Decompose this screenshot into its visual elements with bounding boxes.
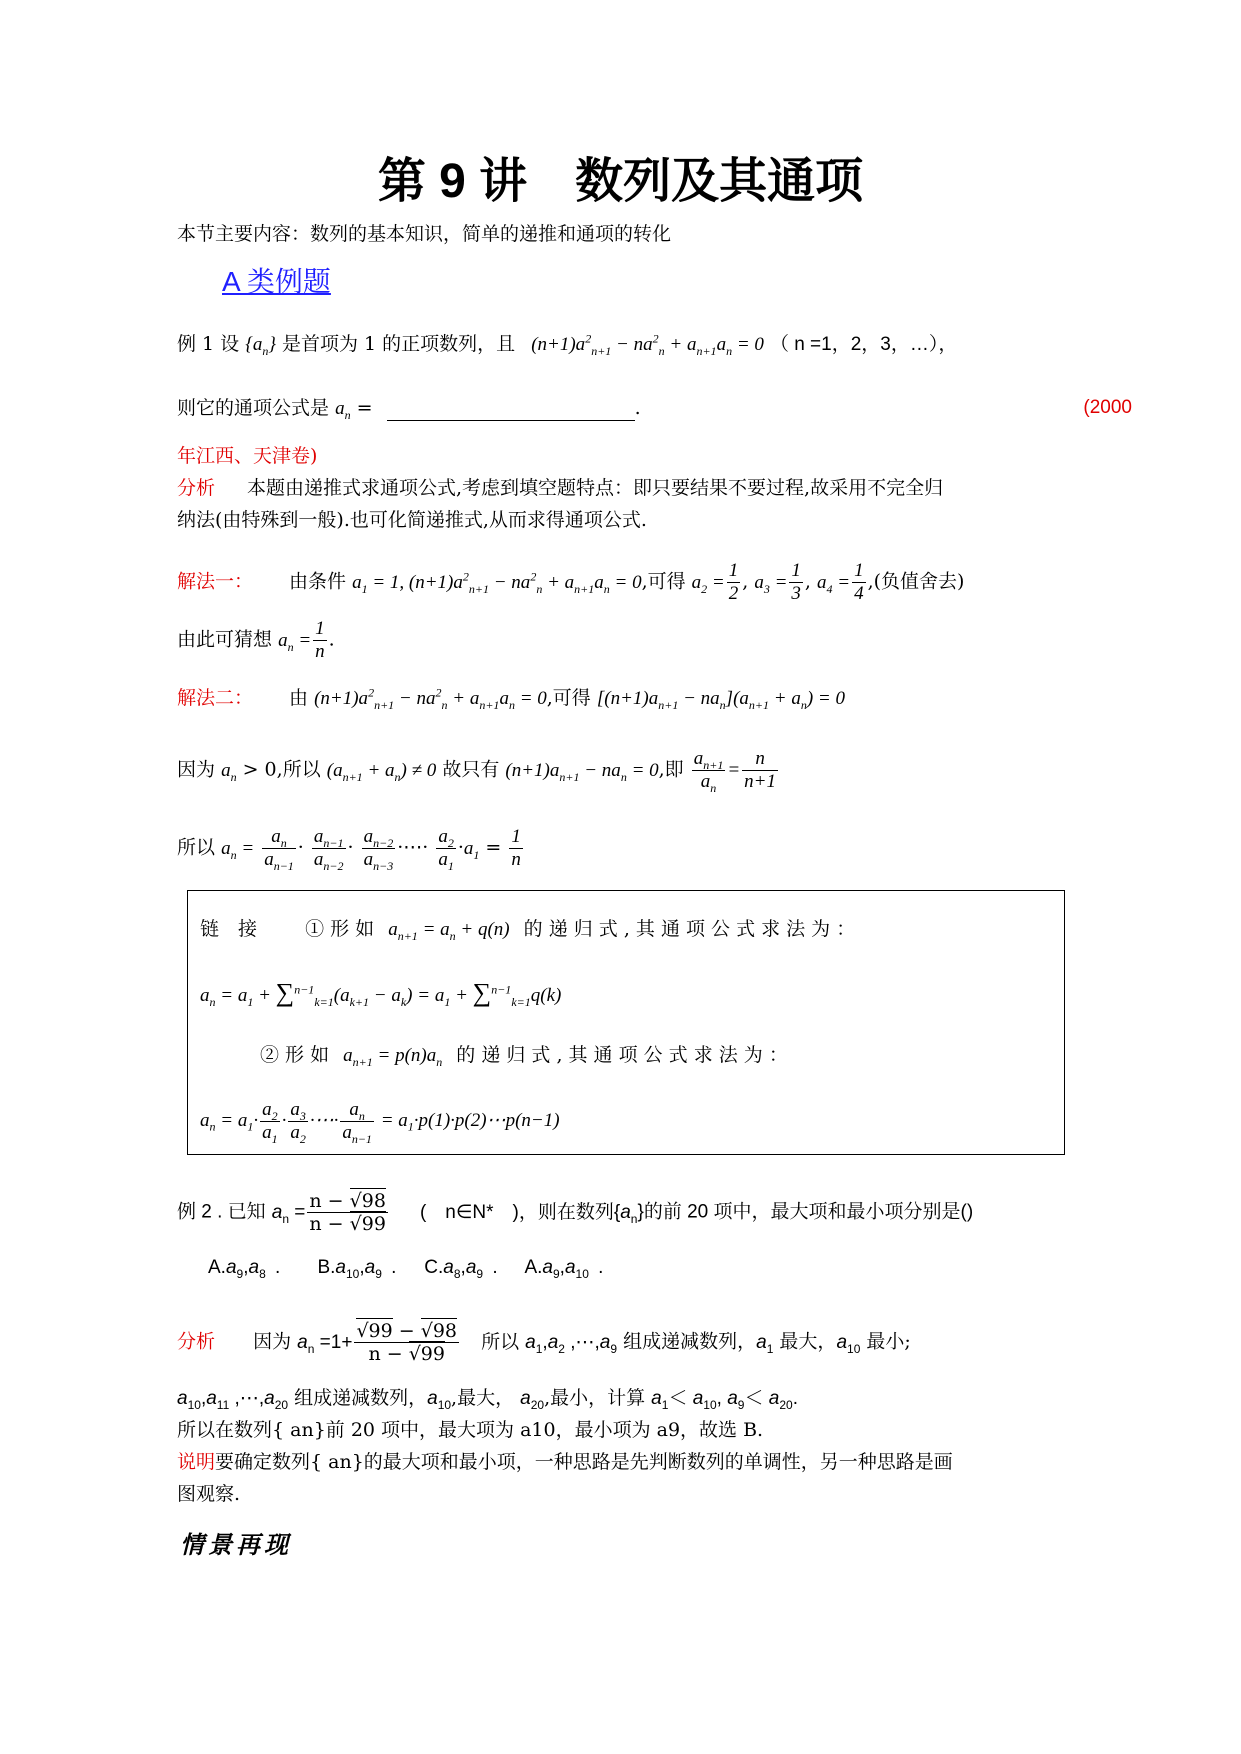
link-formula-1: $a_n = a_1 + \sum^{n-1}_{k=1}(a_{k+1} - a_k) = a_1 + \sum^{n-1}_{k=1}q(k)$	[200, 978, 562, 1009]
example-2-options: $A.a_9,a_8$ . $B.a_{10},a_9$ . $C.a_8,a_9$ . $A.a_9,a_{10}$ .	[208, 1257, 604, 1281]
page-title: 第 9 讲 数列及其通项	[377, 155, 864, 208]
note-line-1: 说明要确定数列{ an}的最大项和最小项，一种思路是先判断数列的单调性，另一种思路是画	[177, 1451, 953, 1473]
link-formula-2: $a_n = a_1\cdot$ $\frac{a_2}{a_1}$ · $\frac{a_3}{a_2}$ ·⋯· $\frac{a_n}{a_{n-1}}$ = $a_1\cdot p(1)\cdot p(2)\cdots p(n-1)$	[200, 1099, 560, 1146]
example-1-answer-line: 则它的通项公式是 $a_n$ = . (2000	[177, 397, 1132, 422]
solution-1-line: 解法一： 由条件 $a_1 = 1$, $(n+1)a^2_{n+1} - na^2_n + a_{n+1}a_n = 0$,可得 $a_2$ = $\frac{1}{2}$ , $a_3$ = $\frac{1}{3}$ , $a_4$ = $\frac{1}{4}$ ,(负值舍去)	[177, 560, 965, 604]
scene-heading: 情景再现	[180, 1530, 292, 1559]
link-item-1: 链 接 ① 形 如 $a_{n+1} = a_n + q(n)$ 的 递 归 式 , 其 通 项 公 式 求 法 为 ：	[200, 918, 856, 943]
analysis-line-2: 纳法(由特殊到一般).也可化简递推式,从而求得通项公式.	[177, 509, 647, 531]
answer-blank	[387, 402, 635, 421]
section-a-heading: A 类例题	[222, 266, 331, 297]
link-item-2: ② 形 如 $a_{n+1} = p(n)a_n$ 的 递 归 式 , 其 通 项 公 式 求 法 为 ：	[260, 1044, 788, 1069]
example-2-line: 例 2 . 已知 $a_n$ = $\frac{n - √98}{n - √99}$ ( n∈N* )，则在数列$\{a_n\}$的前 20 项中，最大项和最小项分别是()	[177, 1190, 974, 1235]
analysis-2-line-3: 所以在数列{ an}前 20 项中，最大项为 a10，最小项为 a9，故选 B.	[177, 1419, 764, 1441]
analysis-2-line: 分析 因为 $a_n =1+$ $\frac{√99 - √98}{n - √99}$ 所以 $a_1,a_2$ $,\cdots,a_9$ 组成递减数列，$a_1$ 最大，$a_{10}$ 最小;	[177, 1320, 911, 1365]
analysis-2-line-2: $a_{10},a_{11}$ $,\cdots,a_{20}$ 组成递减数列，$a_{10}$,最大， $a_{20}$,最小，计算 $a_1< a_{10}$, $a_9< a_{20}$.	[177, 1387, 798, 1412]
link-box	[187, 890, 1065, 1155]
intro-text: 本节主要内容：数列的基本知识，简单的递推和通项的转化	[177, 223, 672, 245]
solution-2-therefore: 所以 $a_n$ = $\frac{a_n}{a_{n-1}}$ · $\frac{a_{n-1}}{a_{n-2}}$ · $\frac{a_{n-2}}{a_{n-3}}$ ·⋯· $\frac{a_2}{a_1}$ $\cdot a_1$ = $\frac{1}{n}$	[177, 826, 521, 873]
solution-2-line: 解法二： 由 $(n+1)a^2_{n+1} - na^2_n + a_{n+1}a_n = 0$,可得 $[(n+1)a_{n+1} - na_n](a_{n+1} + a_n) = 0$	[177, 685, 845, 712]
solution-1-guess: 由此可猜想 $a_n$ = $\frac{1}{n}$ .	[177, 618, 335, 662]
solution-2-because: 因为 $a_n > 0$,所以 $(a_{n+1} + a_n) \ne 0$ 故只有 $(n+1)a_{n+1} - na_n = 0$,即 $\frac{a_{n+1}}{a_n}$ = $\frac{n}{n+1}$	[177, 748, 776, 795]
source-year: (2000	[1083, 397, 1132, 418]
example-1-line: 例 1 设 $\{a_n\}$ 是首项为 1 的正项数列，且 $(n+1)a^2_{n+1} - na^2_n + a_{n+1}a_n = 0$ （ n =1，2，3，…），	[177, 331, 958, 358]
source-text: 年江西、天津卷)	[177, 445, 318, 467]
analysis-line-1: 分析 本题由递推式求通项公式,考虑到填空题特点：即只要结果不要过程,故采用不完全归	[177, 477, 944, 499]
note-line-2: 图观察.	[177, 1483, 241, 1505]
